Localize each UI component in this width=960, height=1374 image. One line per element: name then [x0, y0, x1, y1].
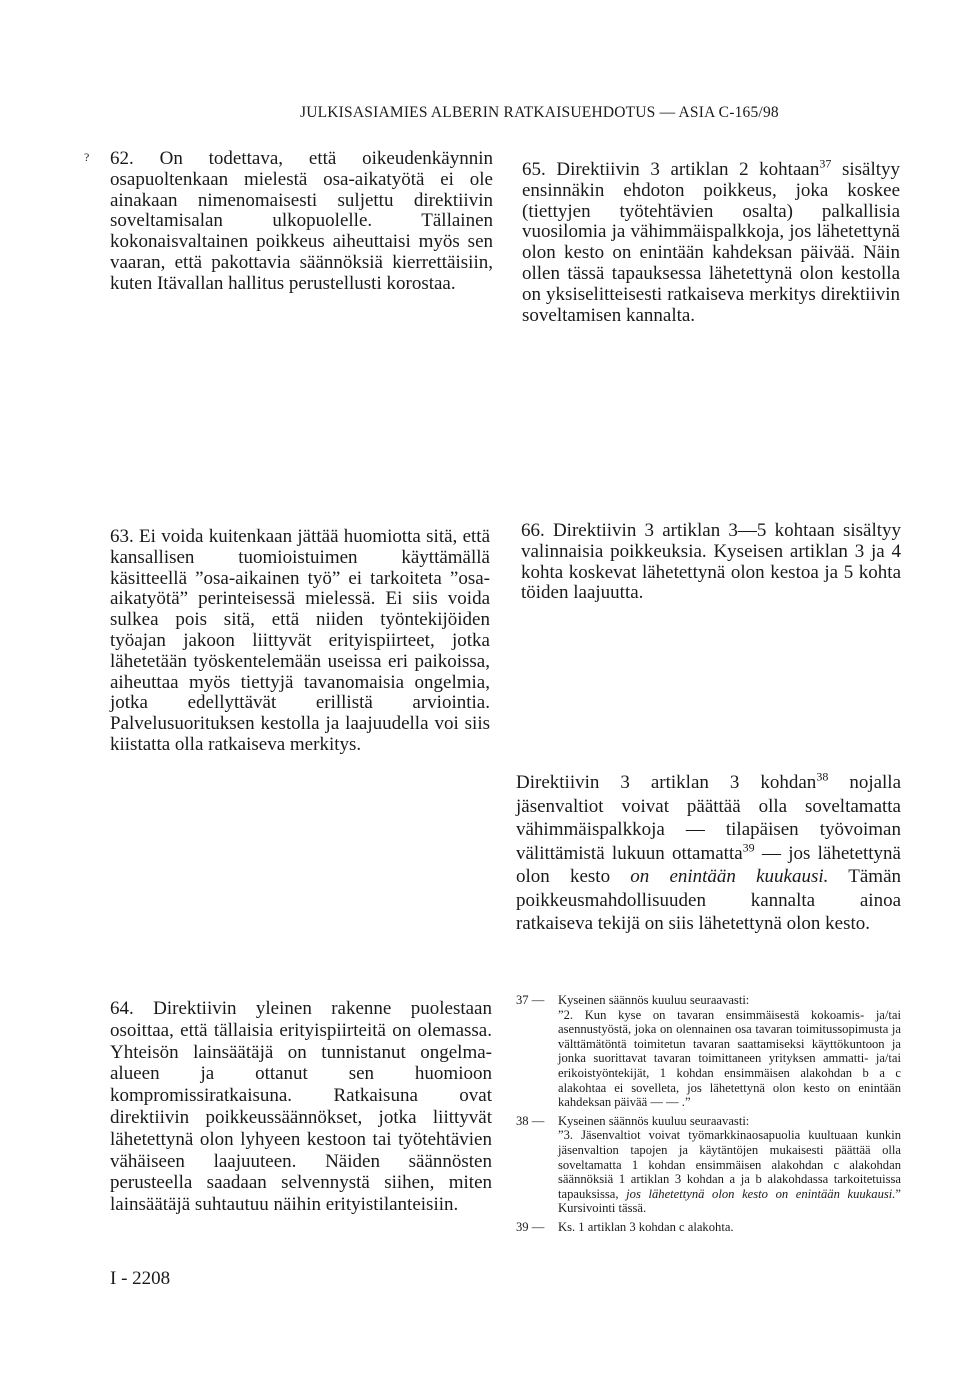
margin-mark: ? — [84, 150, 90, 164]
footnote-39 — [516, 1220, 901, 1235]
footnote-number: 39 — — [516, 1219, 545, 1234]
footnote-body — [558, 1220, 901, 1235]
paragraph-text: sisältyy ensinnäkin ehdoton poikkeus, joka koskee (tiettyjen työtehtävien osalta) palkallisia vuosilomia ja vähimmäispalkkoja, jos lähetettynä olon kesto on enintään kahdeksan päivää. Näin ollen tässä tapauksessa lähetettynä olon kestolla on yksiselitteisesti ratkaiseva merkitys direktiivin soveltamisen kannalta. — [522, 159, 900, 326]
footnote-text: ” Kursivointi tässä. — [558, 1186, 902, 1216]
paragraph-66 — [521, 521, 901, 604]
footnote-line: Kyseinen säännös kuuluu seuraavasti: — [558, 993, 750, 1007]
footnote-number: 38 — — [516, 1113, 545, 1128]
paragraph-number: 64. — [110, 998, 134, 1019]
footnote-number: 37 — — [516, 993, 545, 1007]
paragraph-text: nojalla jäsenvaltiot voivat päättää olla soveltamatta vähimmäispalkkoja — tilapäisen työvoiman välittämistä lukuun ottamatta — [516, 772, 902, 864]
footnote-line — [558, 1128, 901, 1216]
footnotes — [516, 993, 901, 1239]
footnote-body — [558, 1114, 901, 1216]
running-header: JULKISASIAMIES ALBERIN RATKAISUEHDOTUS — ASIA C-165/98 — [300, 104, 779, 121]
paragraph-text: On todettava, että oikeudenkäynnin osapuoltenkaan mielestä osa-aikatyötä ei ole ainakaan nimenomaisesti suljettu direktiivin soveltamisalan ulkopuolelle. Tällainen kokonaisvaltainen poikkeus aiheuttaisi myös sen vaaran, että pakottavia säännöksiä kierrettäisiin, kuten Itävallan hallitus perustellusti korostaa. — [110, 148, 494, 294]
footnote-body — [558, 993, 901, 1110]
footnote-emphasis: jos lähetettynä olon kesto on enintään kuukausi. — [626, 1186, 896, 1201]
footnote-37 — [516, 993, 901, 1110]
paragraph-text: Ei voida kuitenkaan jättää huomiotta sitä, että kansallisen tuomioistuimen käyttämällä käsitteellä ”osa-aikainen työ” ei tarkoiteta ”osa-aikatyötä” perinteisessä mielessä. Ei siis voida sulkea pois sitä, että niiden työntekijöiden työajan jakoon liittyvät erityispiirteet, jotka lähetetään työskentelemään useissa eri paikoissa, aiheuttaa myös tiettyjä tavanomaisia ongelmia, jotka edellyttävät erillistä arviointia. Palvelusuorituksen kestolla ja laajuudella voi siis kiistatta olla ratkaiseva merkitys. — [110, 526, 490, 755]
footnote-line: ”2. Kun kyse on tavaran ensimmäisestä kokoamis- ja/tai asennustyöstä, joka on olennainen osa tavaran toimitussopimusta ja välttämätöntä toimitetun tavaran saattamiseksi käyttökuntoon ja jonka suorittavat tavaran toimittaneen yrityksen ammatti- ja/tai erikoistyöntekijät, 1 kohdan ensimmäisen alakohdan b a c alakohtaa ei sovelleta, jos lähetettynä olon kesto on enintään kahdeksan päivää — — .” — [558, 1007, 901, 1110]
paragraph-number: 62. — [110, 148, 134, 169]
emphasis-text: on enintään kuukausi. — [630, 866, 829, 887]
paragraph-text: Tämän poikkeusmahdollisuuden kannalta ainoa ratkaiseva tekijä on siis lähetettynä olon kesto. — [516, 866, 902, 934]
paragraph-62 — [110, 149, 493, 295]
paragraph-text: Direktiivin yleinen rakenne puolestaan osoittaa, että tällaisia erityispiirteitä on olemassa. Yhteisön lainsäätäjä on tunnistanut ongelma-alueen ja ottanut sen huomioon kompromissiratkaisuna. Ratkaisuna ovat direktiivin poikkeussäännökset, jotka liittyvät lähetettynä olon lyhyeen kestoon tai työtehtävien vähäiseen laajuuteen. Näiden säännösten perusteella saadaan selvennystä siihen, miten lainsäätäjä suhtautuu näihin erityistilanteisiin. — [110, 998, 492, 1216]
page-number: I - 2208 — [110, 1268, 171, 1289]
footnote-line: Kyseinen säännös kuuluu seuraavasti: — [558, 1113, 750, 1128]
paragraph-text: Direktiivin 3 artiklan 3—5 kohtaan sisältyy valinnaisia poikkeuksia. Kyseisen artiklan 3 ja 4 kohta koskevat lähetettynä olon kestoa ja 5 kohta töiden laajuutta. — [521, 520, 902, 604]
paragraph-63 — [110, 527, 490, 756]
paragraph-65 — [522, 156, 900, 326]
paragraph-number: 65. — [522, 159, 546, 180]
footnote-ref-39[interactable]: 39 — [742, 840, 755, 855]
paragraph-article-3-3 — [516, 771, 901, 936]
paragraph-text: — jos lähetettynä olon kesto — [516, 842, 901, 887]
footnote-text: ”3. Jäsenvaltiot voivat työmarkkinaosapuolia kuultuaan kunkin jäsenvaltion tapojen ja käytäntöjen mukaisesti päättää olla soveltamatta 1 kohdan ensimmäisen alakohdan c alakohdan säännöksiä 1 artiklan 3 kohdan a ja b alakohdassa tarkoitetuissa tapauksissa, — [558, 1128, 901, 1201]
paragraph-text: Direktiivin 3 artiklan 3 kohdan — [516, 772, 817, 793]
paragraph-number: 63. — [110, 526, 134, 547]
paragraph-text: Direktiivin 3 artiklan 2 kohtaan — [556, 159, 820, 180]
paragraph-64 — [110, 998, 492, 1216]
footnote-ref-37[interactable]: 37 — [819, 156, 832, 171]
footnote-38 — [516, 1114, 901, 1216]
footnote-ref-38[interactable]: 38 — [816, 769, 829, 784]
footnote-line: Ks. 1 artiklan 3 kohdan c alakohta. — [558, 1219, 734, 1234]
paragraph-number: 66. — [521, 520, 545, 541]
